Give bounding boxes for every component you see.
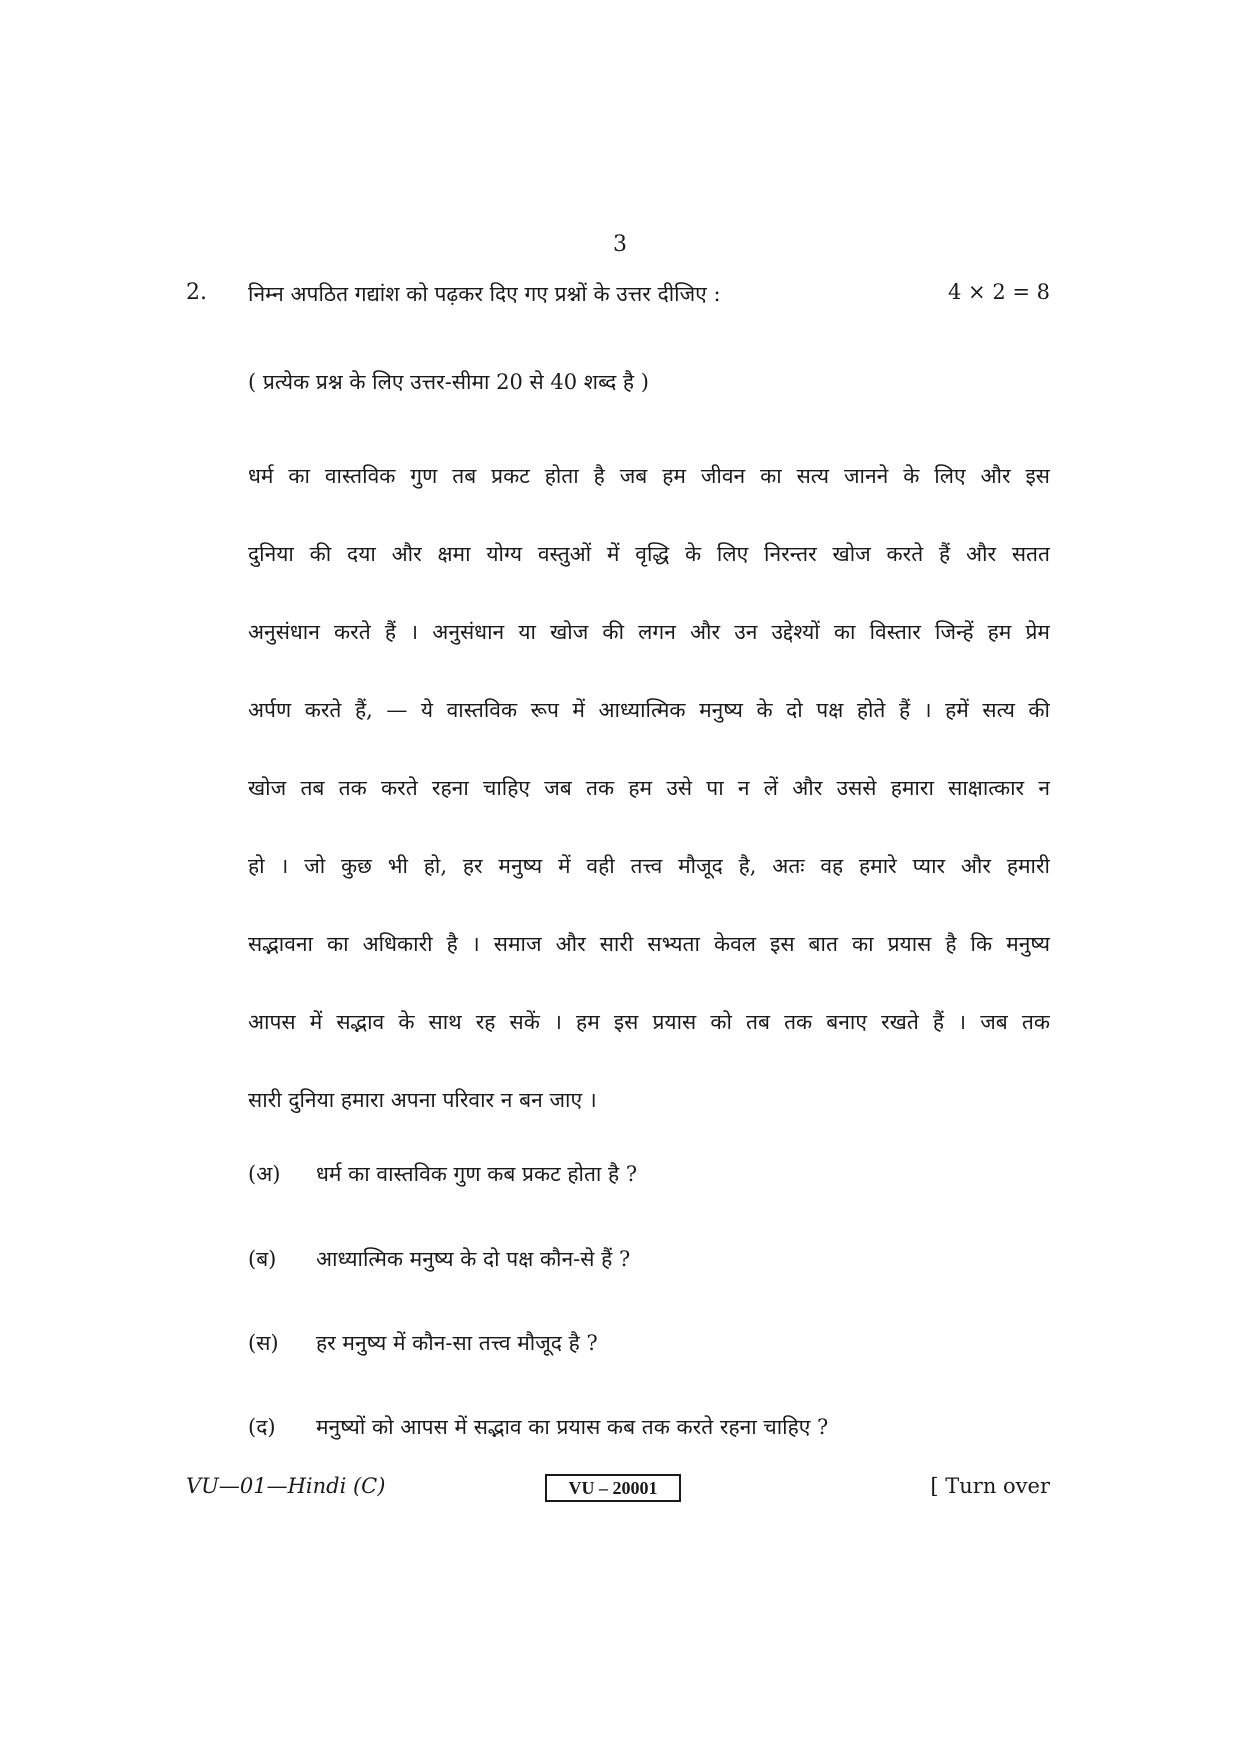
footer-box-code: VU – 20001 — [545, 1474, 681, 1502]
sub-question-b — [248, 1245, 630, 1273]
passage-line: हो । जो कुछ भी हो, हर मनुष्य में वही तत्त्व मौजूद है, अतः वह हमारे प्यार और हमारी — [248, 854, 1050, 878]
sub-question-text: मनुष्यों को आपस में सद्भाव का प्रयास कब तक करते रहना चाहिए ? — [316, 1415, 829, 1439]
sub-question-a — [248, 1160, 637, 1188]
sub-question-d — [248, 1413, 828, 1441]
passage-line: सद्भावना का अधिकारी है । समाज और सारी सभ्यता केवल इस बात का प्रयास है कि मनुष्य — [248, 932, 1050, 956]
question-marks: 4 × 2 = 8 — [948, 280, 1050, 304]
passage — [248, 456, 1050, 1158]
question-word-limit-note: ( प्रत्येक प्रश्न के लिए उत्तर-सीमा 20 से 40 शब्द है ) — [248, 370, 649, 394]
page-number: 3 — [613, 232, 627, 257]
sub-question-text: आध्यात्मिक मनुष्य के दो पक्ष कौन-से हैं ? — [316, 1247, 631, 1271]
passage-line: सारी दुनिया हमारा अपना परिवार न बन जाए । — [248, 1088, 597, 1112]
passage-line: अनुसंधान करते हैं । अनुसंधान या खोज की लगन और उन उद्देश्यों का विस्तार जिन्हें हम प्रेम — [248, 620, 1050, 644]
sub-question-text: हर मनुष्य में कौन-सा तत्त्व मौजूद है ? — [316, 1331, 598, 1355]
footer-paper-code: VU—01—Hindi (C) — [186, 1474, 386, 1498]
sub-question-label: (स) — [248, 1331, 279, 1355]
sub-question-label: (अ) — [248, 1162, 281, 1186]
sub-question-label: (ब) — [248, 1247, 277, 1271]
question-number: 2. — [186, 280, 207, 305]
footer-turn-over: [ Turn over — [930, 1474, 1050, 1498]
passage-line: दुनिया की दया और क्षमा योग्य वस्तुओं में वृद्धि के लिए निरन्तर खोज करते हैं और सतत — [248, 542, 1050, 566]
sub-question-label: (द) — [248, 1415, 276, 1439]
sub-question-text: धर्म का वास्तविक गुण कब प्रकट होता है ? — [316, 1162, 638, 1186]
passage-line: अर्पण करते हैं, — ये वास्तविक रूप में आध्यात्मिक मनुष्य के दो पक्ष होते हैं । हमें सत्य की — [248, 698, 1050, 722]
passage-line: धर्म का वास्तविक गुण तब प्रकट होता है जब हम जीवन का सत्य जानने के लिए और इस — [248, 464, 1050, 488]
passage-line: आपस में सद्भाव के साथ रह सकें । हम इस प्रयास को तब तक बनाए रखते हैं । जब तक — [248, 1010, 1050, 1034]
passage-line: खोज तब तक करते रहना चाहिए जब तक हम उसे पा न लें और उससे हमारा साक्षात्कार न — [248, 776, 1050, 800]
question-instruction: निम्न अपठित गद्यांश को पढ़कर दिए गए प्रश्नों के उत्तर दीजिए : — [248, 282, 721, 306]
sub-question-c — [248, 1329, 598, 1357]
